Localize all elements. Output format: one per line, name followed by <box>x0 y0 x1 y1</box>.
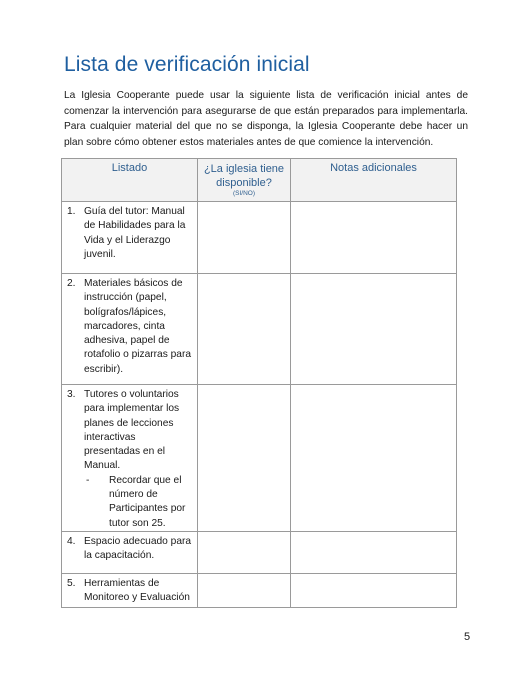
row-disponible-cell[interactable] <box>198 531 291 573</box>
row-notas-cell[interactable] <box>291 385 457 532</box>
row-number: 4. <box>67 535 76 547</box>
row-disponible-cell[interactable] <box>198 573 291 607</box>
intro-paragraph: La Iglesia Cooperante puede usar la siguiente lista de verificación inicial antes de comenzar la intervención para asegurarse de que están preparados para implementarla. Para cualquier material del que no se disponga, la Iglesia Cooperante debe hacer un plan sobre cómo obtener estos materiales antes de que comience la intervención. <box>64 90 468 148</box>
row-disponible-cell[interactable] <box>198 202 291 274</box>
row-item-cell <box>62 573 198 607</box>
row-notas-cell[interactable] <box>291 274 457 385</box>
row-number: 2. <box>67 278 76 289</box>
row-notas-cell[interactable] <box>291 573 457 607</box>
checklist-table <box>61 158 457 608</box>
row-text: Herramientas de Monitoreo y Evaluación <box>84 577 190 604</box>
sub-text: Recordar que el número de Participantes por tutor son 25. <box>109 474 186 529</box>
table-row <box>62 274 457 385</box>
row-text: Tutores o voluntarios para implementar los planes de lecciones interactivas presentadas en el Manual. <box>84 389 180 472</box>
page-title: Lista de verificación inicial <box>64 53 310 76</box>
row-number: 5. <box>67 577 76 589</box>
row-notas-cell[interactable] <box>291 531 457 573</box>
table-row <box>62 573 457 607</box>
table-row <box>62 202 457 274</box>
table-row <box>62 385 457 532</box>
row-notas-cell[interactable] <box>291 202 457 274</box>
table-row <box>62 531 457 573</box>
row-text: Guía del tutor: Manual de Habilidades para la Vida y el Liderazgo juvenil. <box>84 206 186 260</box>
row-disponible-cell[interactable] <box>198 385 291 532</box>
header-listado: Listado <box>62 159 198 202</box>
row-item-cell <box>62 385 198 532</box>
page-number: 5 <box>464 631 471 643</box>
header-disponible-note: (SI/NO) <box>232 190 256 197</box>
row-text: Espacio adecuado para la capacitación. <box>84 535 192 562</box>
row-item-cell <box>62 531 198 573</box>
header-notas: Notas adicionales <box>291 159 457 202</box>
row-disponible-cell[interactable] <box>198 274 291 385</box>
row-text: Materiales básicos de instrucción (papel, bolígrafos/lápices, marcadores, cinta adhesiva, papel de rotafolio o pizarras para escribir). <box>84 278 192 375</box>
sub-bullet: - <box>86 474 90 486</box>
row-item-cell <box>62 202 198 274</box>
header-disponible-label: ¿La iglesia tiene disponible? <box>203 163 285 189</box>
row-number: 3. <box>67 389 76 400</box>
table-header-row <box>62 159 457 202</box>
row-number: 1. <box>67 206 76 217</box>
row-item-cell <box>62 274 198 385</box>
header-disponible <box>198 159 291 202</box>
